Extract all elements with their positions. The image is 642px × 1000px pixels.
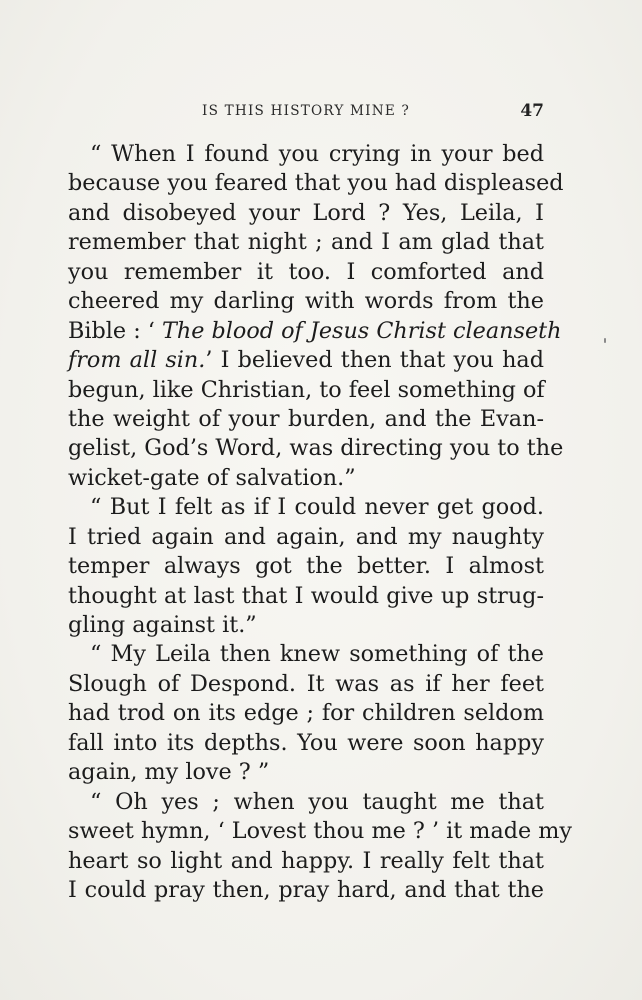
text-line: cheered my darling with words from the bbox=[68, 288, 544, 315]
text-line: thought at last that I would give up strug- bbox=[68, 582, 544, 609]
body-text bbox=[68, 140, 573, 905]
text-line: because you feared that you had displeased bbox=[68, 170, 564, 197]
text-line: I tried again and again, and my naughty bbox=[68, 523, 544, 550]
text-line: wicket-gate of salvation.” bbox=[68, 464, 356, 491]
text-line: the weight of your burden, and the Evan- bbox=[68, 405, 544, 432]
text-line: had trod on its edge ; for children seldom bbox=[68, 700, 544, 727]
text-line: gelist, God’s Word, was directing you to the bbox=[68, 435, 564, 462]
text-line: sweet hymn, ‘ Lovest thou me ? ’ it made my bbox=[68, 818, 573, 845]
text-line: I could pray then, pray hard, and that the bbox=[68, 876, 544, 903]
text-line: “ But I felt as if I could never get good. bbox=[90, 494, 544, 521]
text-line-italic-a: Bible : ‘ The blood of Jesus Christ cleanseth bbox=[68, 317, 562, 344]
text-line: again, my love ? ” bbox=[68, 759, 270, 786]
text-line: “ My Leila then knew something of the bbox=[90, 641, 544, 668]
text-line-italic-b: from all sin.’ I believed then that you had bbox=[68, 347, 545, 374]
text-line: remember that night ; and I am glad that bbox=[68, 229, 544, 256]
text-line: temper always got the better. I almost bbox=[68, 553, 544, 580]
text-line: heart so light and happy. I really felt that bbox=[68, 847, 544, 874]
text-line: Slough of Despond. It was as if her feet bbox=[68, 670, 544, 697]
page-number: 47 bbox=[520, 101, 544, 121]
text-line: and disobeyed your Lord ? Yes, Leila, I bbox=[68, 199, 544, 226]
italic-phrase: from all sin. bbox=[68, 347, 206, 374]
text-line: begun, like Christian, to feel something of bbox=[68, 376, 545, 403]
running-head bbox=[68, 101, 544, 123]
text-line: “ Oh yes ; when you taught me that bbox=[90, 788, 544, 815]
text-line: “ When I found you crying in your bed bbox=[90, 141, 544, 167]
italic-phrase: The blood of Jesus Christ cleanseth bbox=[161, 317, 562, 344]
running-head-title: IS THIS HISTORY MINE ? bbox=[202, 103, 410, 119]
text-line: fall into its depths. You were soon happy bbox=[68, 729, 544, 756]
text-line: you remember it too. I comforted and bbox=[68, 258, 544, 285]
text-line: gling against it.” bbox=[68, 612, 257, 638]
paper-speck bbox=[604, 338, 606, 343]
